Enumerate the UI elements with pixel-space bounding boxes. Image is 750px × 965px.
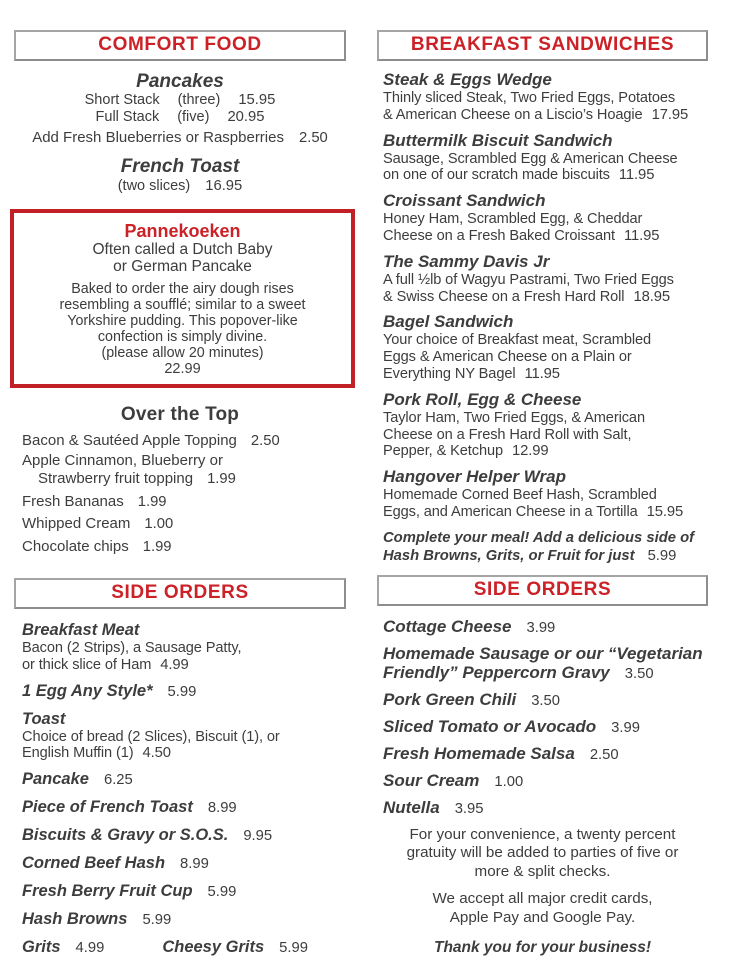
item-price: 11.95: [623, 227, 660, 244]
item-name: Sour Cream: [383, 770, 480, 790]
menu-item: [14, 826, 346, 846]
featured-item-desc-line: resembling a soufflé; similar to a sweet: [59, 297, 306, 313]
item-price: 3.99: [611, 719, 640, 736]
item-desc-line: Cheese on a Fresh Baked Croissant 11.95: [383, 227, 660, 244]
note-line: Complete your meal! Add a delicious side of: [383, 529, 695, 546]
item-desc-line: Taylor Ham, Two Fried Eggs, & American: [383, 409, 645, 426]
menu-item-heading: [383, 71, 708, 90]
menu-subsection-title: Over the Top: [120, 404, 240, 425]
footer-note-line: more & split checks.: [474, 862, 611, 880]
item-name: Hangover Helper Wrap: [383, 467, 566, 487]
option-text: Full Stack: [95, 109, 160, 125]
menu-item: [377, 132, 708, 185]
menu-item-heading: [22, 710, 346, 729]
item-price: 5.99: [167, 683, 197, 700]
topping-line: Whipped Cream 1.00: [22, 515, 174, 532]
thank-you-message: Thank you for your business!: [433, 939, 652, 957]
menu-item: [377, 468, 708, 521]
topping-line: Apple Cinnamon, Blueberry or: [22, 451, 223, 469]
option-text: (five): [177, 109, 210, 125]
menu-item-heading: [22, 682, 346, 702]
featured-item-title: Pannekoeken: [124, 221, 241, 241]
topping-line: Bacon & Sautéed Apple Topping 2.50: [22, 432, 280, 449]
menu-item-heading: [383, 618, 708, 637]
item-name: Biscuits & Gravy or S.O.S.: [22, 826, 229, 845]
item-desc-line: Everything NY Bagel 11.95: [383, 365, 560, 382]
menu-column-right: [377, 30, 708, 957]
menu-item: [377, 772, 708, 791]
menu-item: [377, 718, 708, 737]
section-header-label: SIDE ORDERS: [473, 578, 612, 600]
item-price: 1.00: [144, 516, 174, 532]
featured-item-desc-line: Baked to order the airy dough rises: [71, 281, 294, 297]
item-name: Breakfast Meat: [22, 621, 140, 639]
item-name: Fresh Homemade Salsa: [383, 743, 575, 763]
item-desc-line: Bacon (2 Strips), a Sausage Patty,: [22, 640, 242, 656]
item-name: Corned Beef Hash: [22, 854, 166, 873]
menu-item-heading: [383, 468, 708, 487]
footer-note-line: gratuity will be added to parties of five or: [406, 844, 679, 862]
item-name: Pancake: [22, 770, 89, 789]
item-desc-line: Honey Ham, Scrambled Egg, & Cheddar: [383, 211, 643, 228]
menu-item: [14, 621, 346, 674]
menu-item: [377, 799, 708, 818]
footer-note-line: We accept all major credit cards,: [432, 890, 653, 908]
menu-item-heading: [383, 132, 708, 151]
menu-item: [377, 253, 708, 306]
item-name: Bagel Sandwich: [383, 312, 514, 332]
menu-item-heading: [383, 391, 708, 410]
menu-item: [377, 691, 708, 710]
option-text: (three): [177, 92, 221, 108]
item-name: Cheesy Grits: [162, 938, 265, 957]
item-desc-line: Thinly sliced Steak, Two Fried Eggs, Potatoes: [383, 90, 676, 106]
menu-item: [14, 882, 346, 902]
item-price: 8.99: [180, 856, 209, 873]
section-header-box: [14, 578, 346, 609]
item-desc-line: Cheese on a Fresh Hard Roll with Salt,: [383, 426, 632, 443]
meal-addon-note: [377, 529, 708, 565]
item-desc-line: & Swiss Cheese on a Fresh Hard Roll 18.95: [383, 288, 670, 305]
item-name: Pork Green Chili: [383, 689, 517, 709]
item-desc-line: Homemade Corned Beef Hash, Scrambled: [383, 487, 657, 504]
item-price: 4.99: [160, 656, 189, 673]
topping-item: [14, 538, 346, 557]
item-name: 1 Egg Any Style*: [22, 681, 153, 700]
item-price: 18.95: [633, 288, 670, 305]
item-price: 22.99: [164, 361, 201, 377]
topping-line: Chocolate chips 1.99: [22, 537, 172, 555]
item-price: 5.99: [142, 912, 172, 929]
item-price: 1.99: [207, 471, 236, 487]
item-desc-line: Choice of bread (2 Slices), Biscuit (1), or: [22, 728, 280, 745]
menu-item-heading: [383, 313, 708, 332]
menu-item: [377, 192, 708, 245]
menu-item-pair: [14, 938, 346, 957]
section-header-box: [377, 575, 708, 606]
item-desc-line: Sausage, Scrambled Egg & American Cheese: [383, 150, 678, 167]
item-price: 20.95: [227, 109, 265, 125]
item-price: 11.95: [524, 365, 560, 382]
item-desc-line: English Muffin (1) 4.50: [22, 745, 171, 762]
item-price: 5.99: [207, 884, 237, 901]
menu-item: [377, 71, 708, 124]
item-name: Pork Roll, Egg & Cheese: [383, 389, 582, 409]
note-line: Hash Browns, Grits, or Fruit for just 5.99: [383, 547, 677, 564]
item-price: 8.99: [207, 800, 237, 817]
menu-item: [377, 313, 708, 382]
menu-item-heading: [22, 770, 346, 790]
menu-item: [14, 770, 346, 790]
item-name: Steak & Eggs Wedge: [383, 70, 552, 89]
menu-item-heading: [383, 799, 708, 818]
menu-item: [14, 682, 346, 702]
menu-item: [377, 391, 708, 460]
menu-item-heading: [383, 772, 708, 791]
item-desc-line: & American Cheese on a Liscio’s Hoagie 17.95: [383, 106, 689, 123]
featured-item-desc-line: confection is simply divine.: [97, 329, 268, 345]
item-price: 1.00: [494, 773, 524, 790]
item-desc-line: Eggs, and American Cheese in a Tortilla 15.95: [383, 503, 684, 520]
section-header-box: [14, 30, 346, 61]
item-name: Toast: [22, 709, 66, 728]
item-price: 15.95: [238, 92, 276, 108]
featured-item-box: [10, 209, 355, 388]
item-price: 2.50: [250, 433, 280, 449]
menu-item-heading: [383, 253, 708, 272]
item-price: 15.95: [646, 503, 684, 520]
item-name: Nutella: [383, 797, 440, 817]
menu-item: [14, 798, 346, 818]
footer-note-line: Apple Pay and Google Pay.: [449, 908, 636, 926]
menu-item: [162, 939, 308, 956]
item-name-line: [383, 664, 708, 683]
featured-item-subtitle-line: or German Pancake: [113, 258, 252, 275]
featured-item-desc-line: (please allow 20 minutes): [101, 345, 264, 361]
topping-item: [14, 452, 346, 489]
menu-item-heading: [383, 691, 708, 710]
menu-item-heading: [383, 718, 708, 737]
item-name-line: [383, 645, 708, 664]
item-name: Cottage Cheese: [383, 616, 512, 636]
item-desc-line: Your choice of Breakfast meat, Scrambled: [383, 332, 652, 349]
topping-item: [14, 515, 346, 534]
option-text: Short Stack: [84, 92, 160, 108]
item-price: 3.95: [454, 800, 484, 817]
featured-item-desc-line: Yorkshire pudding. This popover-like: [67, 313, 298, 329]
featured-item-subtitle-line: Often called a Dutch Baby: [92, 241, 273, 258]
item-price: 12.99: [512, 443, 549, 460]
item-price: 4.99: [75, 940, 105, 957]
item-price: 3.99: [526, 619, 556, 636]
footer-note: [377, 826, 708, 882]
item-name: Hash Browns: [22, 910, 128, 929]
item-name: Grits: [22, 938, 61, 957]
item-price: 2.50: [589, 746, 619, 763]
item-price: 9.95: [243, 828, 273, 845]
section-header-label: COMFORT FOOD: [98, 34, 262, 55]
item-price: 3.50: [531, 692, 561, 709]
topping-item: [14, 493, 346, 512]
menu-item: [377, 645, 708, 683]
menu-item-heading: [22, 882, 346, 902]
item-price: 1.99: [137, 493, 167, 510]
item-desc-line: Eggs & American Cheese on a Plain or: [383, 349, 632, 366]
menu-item-heading: [383, 745, 708, 764]
menu-item: [14, 910, 346, 930]
menu-item: [377, 618, 708, 637]
menu-option-row: [14, 109, 346, 126]
menu-item: [14, 710, 346, 763]
item-price: 16.95: [205, 178, 243, 194]
item-desc-line: A full ½lb of Wagyu Pastrami, Two Fried Eggs: [383, 271, 674, 288]
menu-item-heading: [383, 192, 708, 211]
item-price: 5.99: [279, 940, 308, 957]
menu-subsection-title: French Toast: [120, 156, 240, 177]
item-name: Fresh Berry Fruit Cup: [22, 882, 193, 901]
item-desc-line: Pepper, & Ketchup 12.99: [383, 443, 549, 460]
item-price: 3.50: [624, 665, 654, 682]
menu-item: [22, 939, 104, 956]
menu-item-heading: [22, 910, 346, 930]
footer-note-line: For your convenience, a twenty percent: [409, 825, 676, 843]
menu-subsection-title: Pancakes: [136, 71, 224, 92]
menu-item: [14, 854, 346, 874]
item-desc-line: or thick slice of Ham 4.99: [22, 656, 189, 673]
item-name: The Sammy Davis Jr: [383, 251, 550, 271]
item-price: 1.99: [142, 538, 172, 555]
menu-item-heading: [22, 826, 346, 846]
menu-item-heading: [22, 621, 346, 640]
item-name: Friendly” Peppercorn Gravy: [383, 662, 610, 682]
menu-option-row: [14, 92, 346, 109]
item-name: Sliced Tomato or Avocado: [383, 716, 597, 736]
item-price: 17.95: [651, 106, 689, 123]
item-price: 6.25: [103, 772, 133, 789]
footer-note: [377, 890, 708, 927]
item-desc-line: on one of our scratch made biscuits 11.95: [383, 167, 655, 184]
option-text: Add Fresh Blueberries or Raspberries: [32, 129, 284, 146]
item-price: 5.99: [647, 547, 677, 564]
item-price: 2.50: [298, 130, 328, 146]
topping-line: Strawberry fruit topping 1.99: [38, 470, 236, 487]
topping-line: Fresh Bananas 1.99: [22, 492, 167, 510]
section-header-label: BREAKFAST SANDWICHES: [410, 34, 675, 55]
item-name: Piece of French Toast: [22, 798, 193, 817]
item-price: 11.95: [618, 167, 655, 184]
section-header-box: [377, 30, 708, 61]
menu-item-heading: [22, 798, 346, 818]
menu-item-heading: [22, 854, 346, 874]
menu-column-left: [14, 30, 346, 965]
item-name: Homemade Sausage or our “Vegetarian: [383, 643, 703, 663]
section-header-label: SIDE ORDERS: [111, 582, 249, 603]
menu-line: [14, 128, 346, 148]
menu-item: [377, 745, 708, 764]
menu-line: [14, 177, 346, 195]
item-price: 4.50: [142, 745, 171, 762]
item-name: Croissant Sandwich: [383, 191, 546, 211]
topping-item: [14, 432, 346, 451]
option-text: (two slices): [117, 178, 191, 194]
item-name: Buttermilk Biscuit Sandwich: [383, 130, 613, 150]
